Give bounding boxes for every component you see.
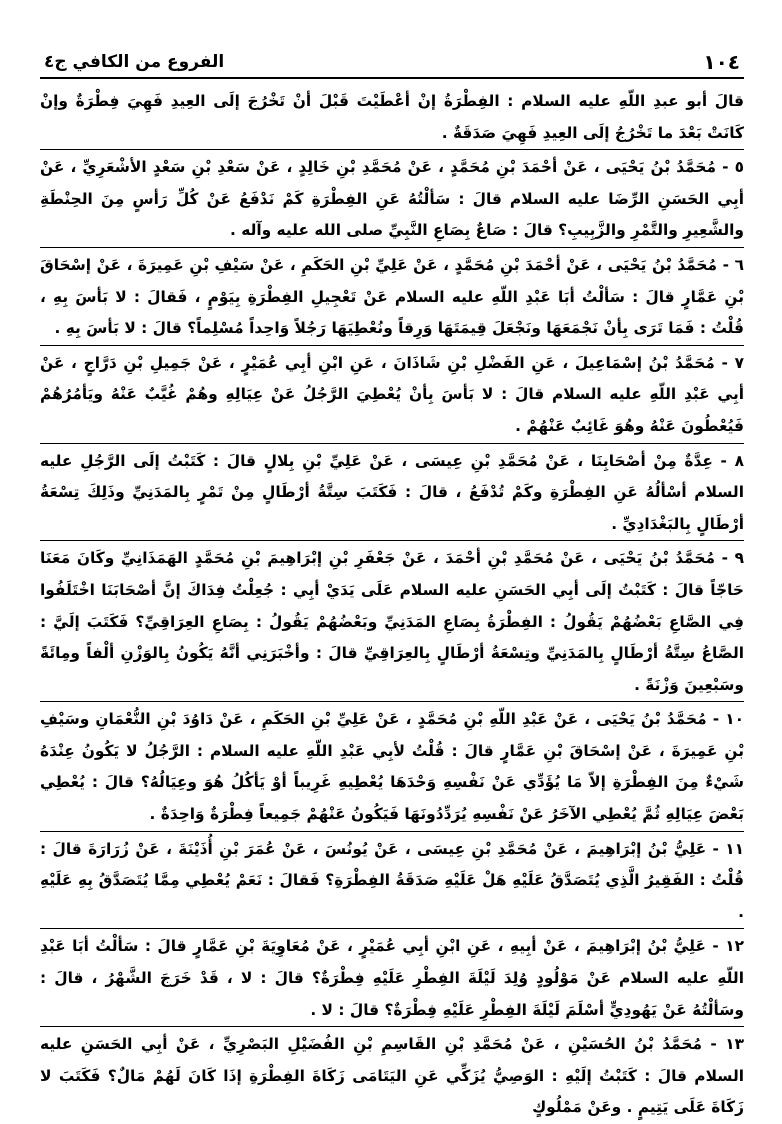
page-body xyxy=(40,86,744,1124)
hadith-12: ١٢ - عَلِيُّ بْنُ إبْرَاهِيمَ ، عَنْ أبِيهِ ، عَنِ ابْنِ أبِي عُمَيْرٍ ، عَنْ مُعَاوِيَةَ بْنِ عَمَّارٍ قالَ : سَألْتُ أبَا عَبْدِ اللّهِ عليه السلام عَنْ مَوْلُودٍ وُلِدَ لَيْلَةَ الفِطْرِ عَلَيْهِ فِطْرَةٌ؟ قالَ : لا ، قَدْ خَرَجَ الشَّهْرُ ، قالَ : وسَألْتُهُ عَنْ يَهُودِيٍّ أسْلَمَ لَيْلَةَ الفِطْرِ عَلَيْهِ فِطْرَةٌ؟ قالَ : لا . xyxy=(40,928,744,1026)
page-header xyxy=(40,40,744,77)
page-number: ١٠٤ xyxy=(703,50,740,74)
hadith-5: ٥ - مُحَمَّدُ بْنُ يَحْيَى ، عَنْ أحْمَدَ بْنِ مُحَمَّدٍ ، عَنْ مُحَمَّدِ بْنِ خَالِدٍ ، عَنْ سَعْدِ بْنِ سَعْدٍ الأشْعَرِيِّ ، عَنْ أبِي الحَسَنِ الرِّضَا عليه السلام قالَ : سَألْتُهُ عَنِ الفِطْرَةِ كَمْ نَدْفَعُ عَنْ كُلِّ رَأسٍ مِنَ الحِنْطَةِ والشَّعِيرِ والتَّمْرِ والزَّبِيبِ؟ قالَ : صَاعٌ بِصَاعِ النَّبِيِّ صلى الله عليه وآله . xyxy=(40,149,744,247)
header-rule xyxy=(40,77,744,79)
hadith-13: ١٣ - مُحَمَّدُ بْنُ الحُسَيْنِ ، عَنْ مُحَمَّدِ بْنِ القَاسِمِ بْنِ الفُضَيْلِ البَصْرِيِّ ، عَنْ أبِي الحَسَنِ عليه السلام قالَ : كَتَبْتُ إلَيْهِ : الوَصِيُّ يُزَكِّي عَنِ اليَتَامَى زَكَاةَ الفِطْرَةِ إذَا كَانَ لَهُمْ مَالٌ؟ فَكَتَبَ لا زَكَاةَ عَلَى يَتِيمٍ . وعَنْ مَمْلُوكٍ xyxy=(40,1026,744,1124)
hadith-11: ١١ - عَلِيُّ بْنُ إبْرَاهِيمَ ، عَنْ مُحَمَّدِ بْنِ عِيسَى ، عَنْ يُونُسَ ، عَنْ عُمَرَ بْنِ أُذَيْنَةَ ، عَنْ زُرَارَةَ قالَ : قُلْتُ : الفَقِيرُ الَّذِي يُتَصَدَّقُ عَلَيْهِ هَلْ عَلَيْهِ صَدَقَةُ الفِطْرَةِ؟ فَقالَ : نَعَمْ يُعْطِي مِمَّا يُتَصَدَّقُ بِهِ عَلَيْهِ . xyxy=(40,831,744,929)
paragraph-continuation: قالَ أبو عبدِ اللّهِ عليه السلام : الفِطْرَةُ إنْ أعْطَيْتَ قَبْلَ أنْ تَخْرُجَ إلَى العِيدِ فَهِيَ فِطْرَةٌ وإنْ كَانَتْ بَعْدَ ما تَخْرُجُ إلَى العِيدِ فَهِيَ صَدَقَةٌ . xyxy=(40,92,744,142)
hadith-6: ٦ - مُحَمَّدُ بْنُ يَحْيَى ، عَنْ أحْمَدَ بْنِ مُحَمَّدٍ ، عَنْ عَلِيِّ بْنِ الحَكَمِ ، عَنْ سَيْفِ بْنِ عَمِيرَةَ ، عَنْ إسْحَاقَ بْنِ عَمَّارٍ قالَ : سَألْتُ أبَا عَبْدِ اللّهِ عليه السلام عَنْ تَعْجِيلِ الفِطْرَةِ بِيَوْمٍ ، فَقالَ : لا بَأسَ بِهِ ، قُلْتُ : فَمَا تَرَى بِأنْ نَجْمَعَهَا ونَجْعَلَ قِيمَتَهَا وَرِقاً ونُعْطِيَهَا رَجُلاً وَاحِداً مُسْلِماً؟ قالَ : لا بَأسَ بِهِ . xyxy=(40,247,744,345)
hadith-10: ١٠ - مُحَمَّدُ بْنُ يَحْيَى ، عَنْ عَبْدِ اللّهِ بْنِ مُحَمَّدٍ ، عَنْ عَلِيِّ بْنِ الحَكَمِ ، عَنْ دَاوُدَ بْنِ النُّعْمَانِ وسَيْفِ بْنِ عَمِيرَةَ ، عَنْ إسْحَاقَ بْنِ عَمَّارٍ قالَ : قُلْتُ لأبِي عَبْدِ اللّهِ عليه السلام : الرَّجُلُ لا يَكُونُ عِنْدَهُ شَيْءٌ مِنَ الفِطْرَةِ إلاّ مَا يُؤَدِّي عَنْ نَفْسِهِ وَحْدَهَا يُعْطِيهِ غَرِيباً أوْ يَأكُلُ هُوَ وعِيَالُهُ؟ قالَ : يُعْطِي بَعْضَ عِيَالِهِ ثُمَّ يُعْطِي الآخَرُ عَنْ نَفْسِهِ يُرَدِّدُونَهَا فَيَكُونُ عَنْهُمْ جَمِيعاً فِطْرَةٌ وَاحِدَةٌ . xyxy=(40,701,744,830)
running-title: الفروع من الكافي ج٤ xyxy=(44,52,225,72)
hadith-7: ٧ - مُحَمَّدُ بْنُ إسْمَاعِيلَ ، عَنِ الفَضْلِ بْنِ شَاذَانَ ، عَنِ ابْنِ أبِي عُمَيْرٍ ، عَنْ جَمِيلِ بْنِ دَرَّاجٍ ، عَنْ أبِي عَبْدِ اللّهِ عليه السلام قالَ : لا بَأسَ بِأنْ يُعْطِيَ الرَّجُلُ عَنْ عِيَالِهِ وهُمْ غُيَّبٌ عَنْهُ ويَأمُرُهُمْ فَيُعْطُونَ عَنْهُ وهُوَ غَائِبٌ عَنْهُمْ . xyxy=(40,345,744,443)
hadith-8: ٨ - عِدَّةٌ مِنْ أصْحَابِنَا ، عَنْ مُحَمَّدِ بْنِ عِيسَى ، عَنْ عَلِيِّ بْنِ بِلالٍ قالَ : كَتَبْتُ إلَى الرَّجُلِ عليه السلام أسْألُهُ عَنِ الفِطْرَةِ وكَمْ تُدْفَعُ ، قالَ : فَكَتَبَ سِتَّةُ أرْطَالٍ مِنْ تَمْرٍ بِالمَدَنِيِّ وذَلِكَ تِسْعَةُ أرْطَالٍ بِالبَغْدَادِيِّ . xyxy=(40,443,744,541)
hadith-9: ٩ - مُحَمَّدُ بْنُ يَحْيَى ، عَنْ مُحَمَّدِ بْنِ أحْمَدَ ، عَنْ جَعْفَرِ بْنِ إبْرَاهِيمَ بْنِ مُحَمَّدٍ الهَمَذَانِيِّ وكَانَ مَعَنَا حَاجّاً قالَ : كَتَبْتُ إلَى أبِي الحَسَنِ عليه السلام عَلَى يَدَيْ أبِي : جُعِلْتُ فِدَاكَ إنَّ أصْحَابَنَا اخْتَلَفُوا فِي الصَّاعِ بَعْضُهُمْ يَقُولُ : الفِطْرَةُ بِصَاعِ المَدَنِيِّ وبَعْضُهُمْ يَقُولُ : بِصَاعِ العِرَاقِيِّ؟ فَكَتَبَ إلَيَّ : الصَّاعُ سِتَّةُ أرْطَالٍ بِالمَدَنِيِّ وتِسْعَةُ أرْطَالٍ بِالعِرَاقِيِّ قالَ : وأخْبَرَنِي أنَّهُ يَكُونُ بِالوَزْنِ ألْفاً ومِائَةً وسَبْعِينَ وَزْنَةً . xyxy=(40,540,744,701)
